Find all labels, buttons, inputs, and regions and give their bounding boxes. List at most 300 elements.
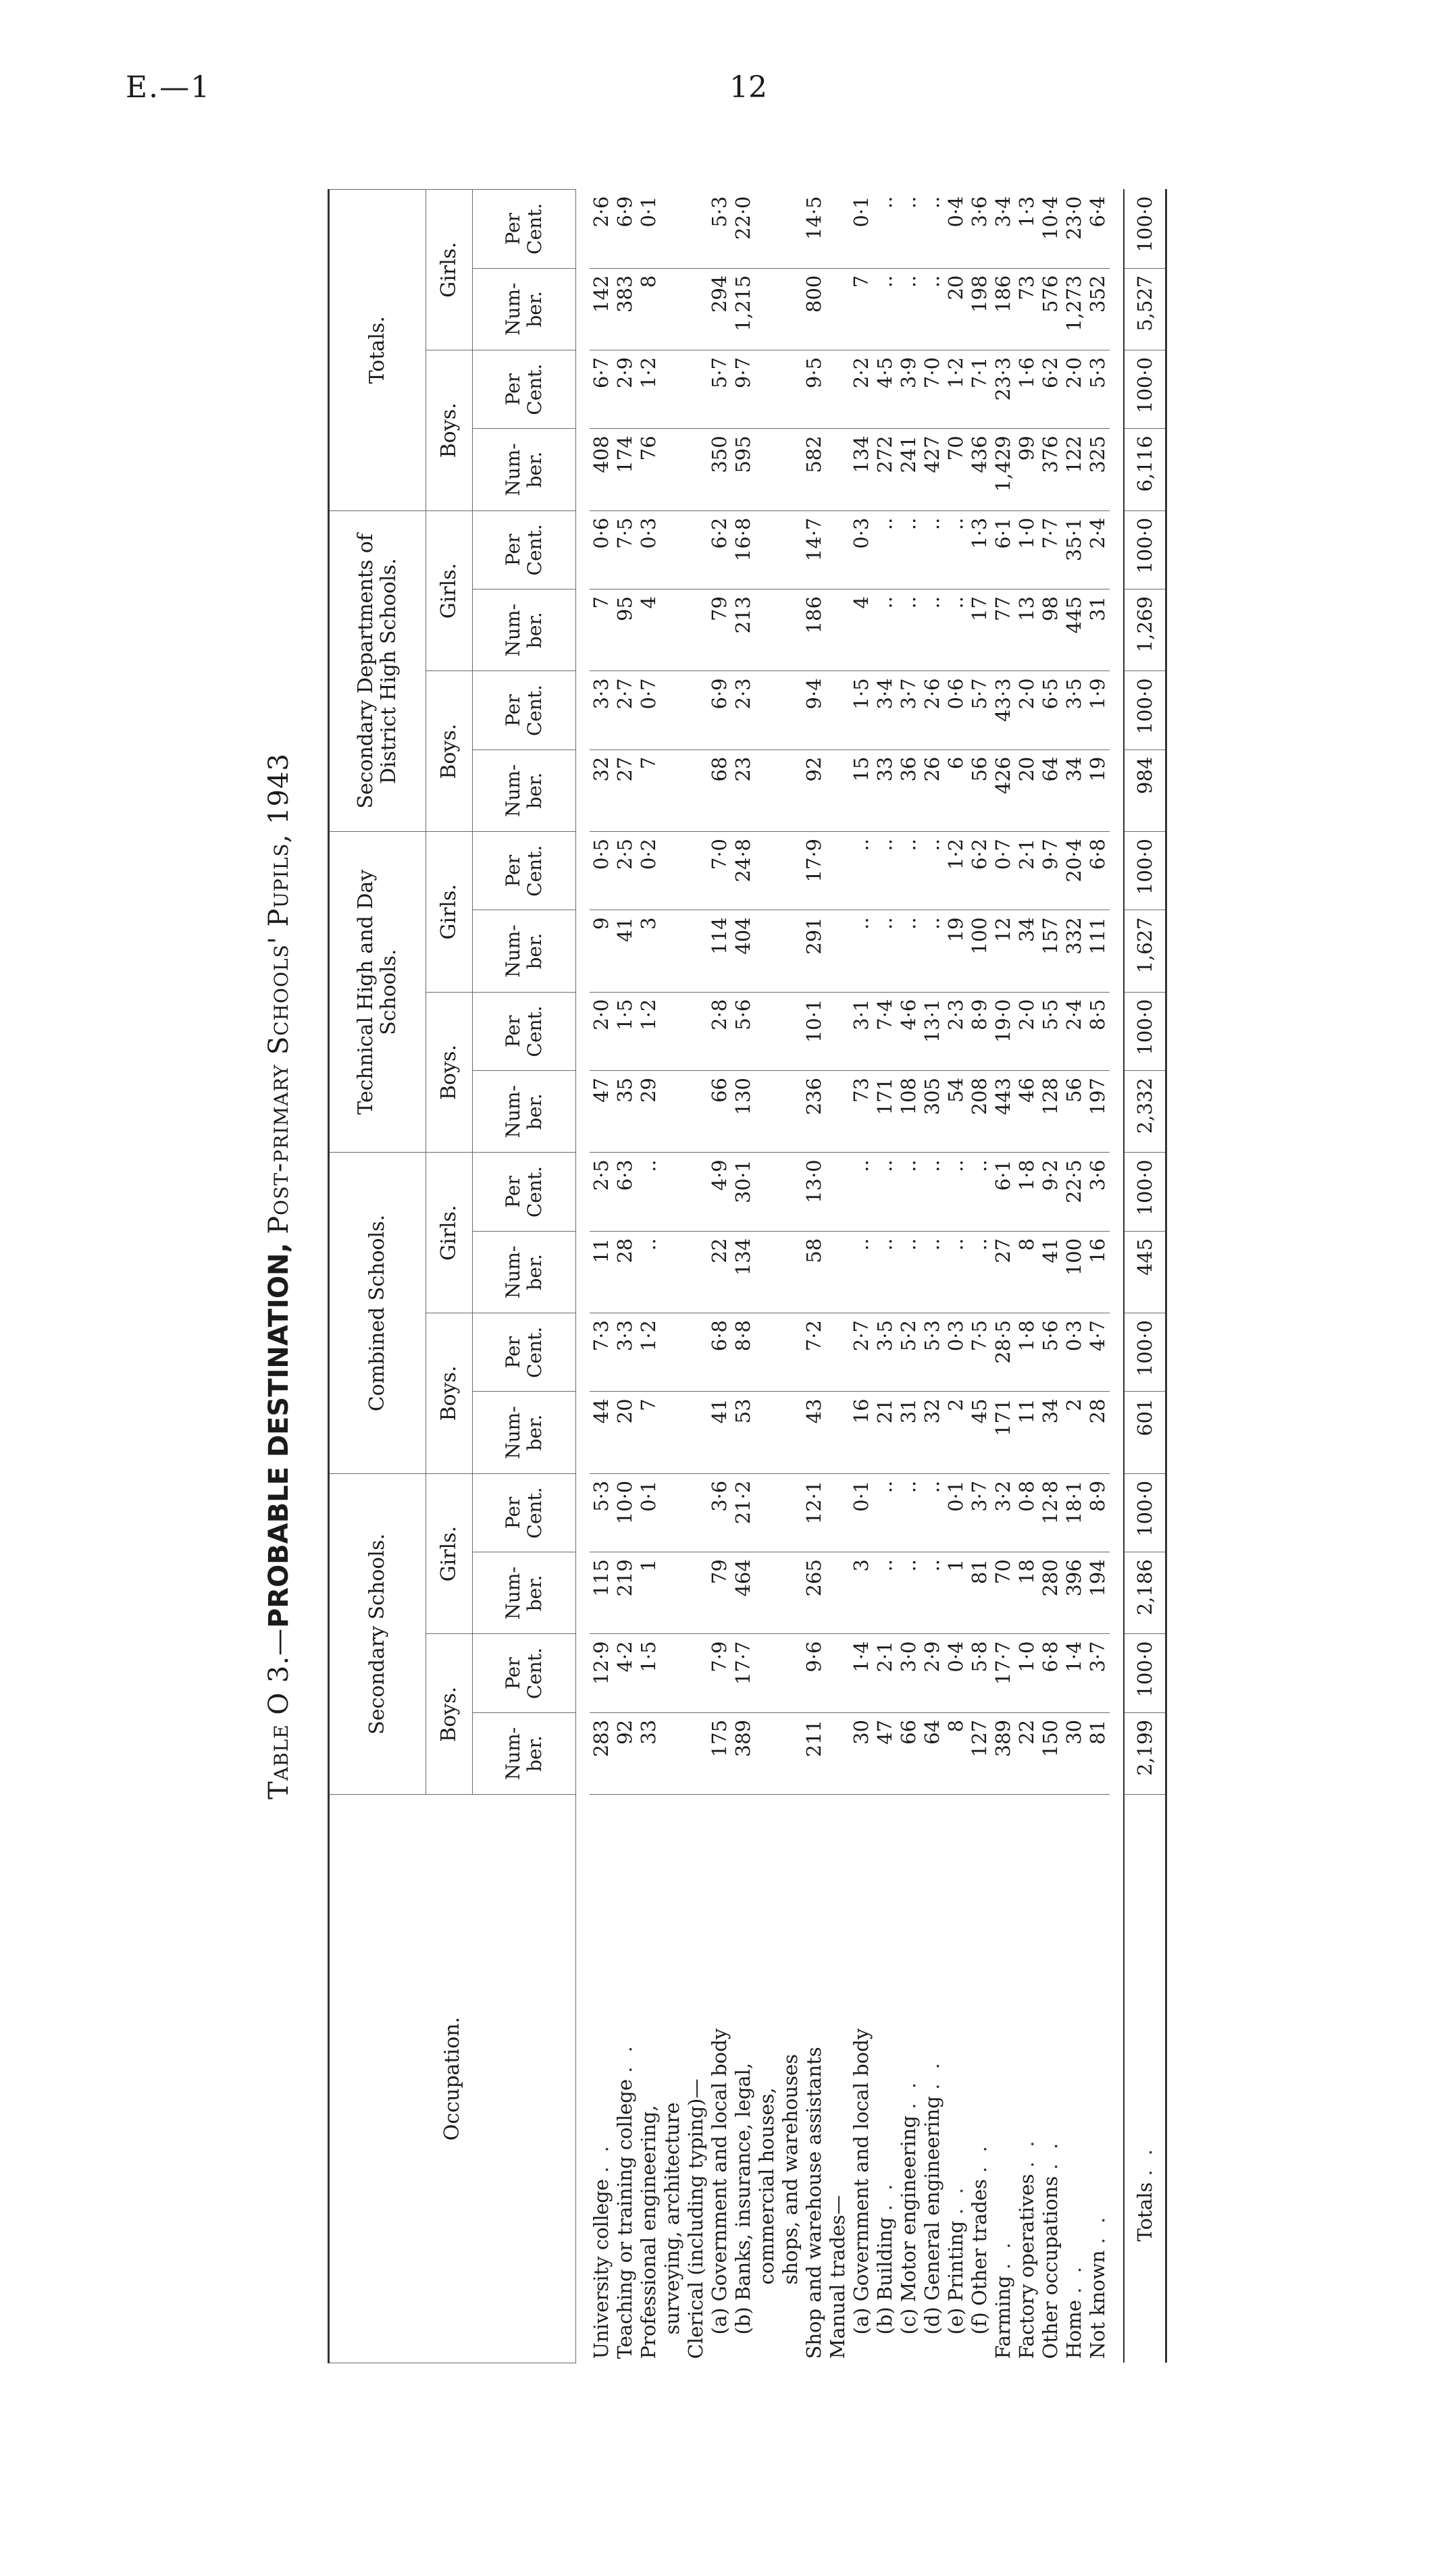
number-cell: 6 [944,750,968,831]
number-cell: 122 [1062,429,1086,510]
number-cell: 408 [590,429,613,510]
percent-cell [826,1473,850,1552]
number-cell: 376 [1039,429,1062,510]
table-row [684,190,708,2363]
number-cell: 305 [921,1071,944,1153]
percent-cell: 2·8 [708,992,731,1070]
number-cell: 32 [590,750,613,831]
number-cell: .. [873,589,897,671]
percent-cell: 0·3 [1062,1313,1086,1392]
percent-cell [826,832,850,910]
percent-cell [661,832,684,910]
number-cell [684,1071,708,1153]
number-cell [755,750,779,831]
percent-cell: 0·4 [944,1634,968,1712]
percent-cell: 10·0 [613,1473,637,1552]
number-cell: .. [850,1231,873,1313]
number-cell: 34 [1062,750,1086,831]
percent-cell: .. [637,1153,661,1231]
number-cell: 98 [1039,589,1062,671]
number-cell: 31 [1086,589,1110,671]
number-cell: 2,332 [1124,1071,1166,1153]
number-cell: .. [850,910,873,992]
number-cell: 3 [850,1552,873,1634]
number-cell [661,1392,684,1473]
number-cell [755,1071,779,1153]
percent-cell: 3·6 [968,190,991,269]
percent-cell: 2·6 [590,190,613,269]
number-cell: 81 [968,1552,991,1634]
number-cell [684,1712,708,1794]
occupation-cell [731,1795,755,2363]
occupation-label: Manual trades— [826,2194,849,2359]
percent-cell: 17·9 [802,832,826,910]
number-cell: 13 [1015,589,1039,671]
occupation-cell [1015,1795,1039,2363]
percent-cell [826,1153,850,1231]
occupation-cell [637,1795,661,2363]
number-cell [661,1231,684,1313]
percent-cell: 23·0 [1062,190,1086,269]
percent-cell: 2·2 [850,350,873,428]
occupation-cell [968,1795,991,2363]
percent-cell: .. [873,1153,897,1231]
occupation-cell [850,1795,873,2363]
table-row [968,190,991,2363]
number-cell [684,1392,708,1473]
number-cell: .. [944,589,968,671]
number-cell [684,1231,708,1313]
percent-cell: 0·1 [850,1473,873,1552]
number-cell: 16 [850,1392,873,1473]
percent-cell [779,350,802,428]
number-cell: 114 [708,910,731,992]
number-cell [826,1071,850,1153]
number-cell: 219 [613,1552,637,1634]
leader-dots: . . [944,2184,967,2215]
occupation-label: surveying, architecture [661,2102,684,2335]
number-cell [826,1712,850,1794]
table-row [779,190,802,2363]
leader-dots: . . [1015,2136,1038,2168]
number-cell: 99 [1015,429,1039,510]
percent-cell: 4·5 [873,350,897,428]
percent-cell: 0·1 [850,190,873,269]
percent-cell: 5·7 [968,671,991,750]
number-cell: 1,429 [991,429,1015,510]
occupation-cell [802,1795,826,2363]
percent-cell [755,1153,779,1231]
number-cell: 95 [613,589,637,671]
occupation-cell [826,1795,850,2363]
leader-dots: . . [991,2238,1014,2269]
percent-cell: 0·7 [991,832,1015,910]
occupation-cell [1124,1795,1166,2363]
percent-cell: 100·0 [1124,190,1166,269]
percent-cell: 28·5 [991,1313,1015,1392]
percent-cell: 1·2 [637,350,661,428]
number-cell: 236 [802,1071,826,1153]
percent-cell: 13·1 [921,992,944,1070]
number-cell: 66 [708,1071,731,1153]
percent-cell: 19·0 [991,992,1015,1070]
percent-cell: 2·3 [731,671,755,750]
number-cell: .. [637,1231,661,1313]
percent-cell: 1·5 [613,992,637,1070]
occupation-label: Factory operatives [1015,2174,1038,2359]
number-cell [779,1231,802,1313]
group-header: Combined Schools. [329,1153,426,1473]
leader-dots: . . [873,2180,896,2211]
percent-cell: 2·5 [613,832,637,910]
percent-cell [684,832,708,910]
table-row [661,190,684,2363]
percent-cell: 17·7 [991,1634,1015,1712]
occupation-cell [1086,1795,1110,2363]
occupation-cell [873,1795,897,2363]
number-cell [826,1552,850,1634]
percent-cell: 9·7 [731,350,755,428]
number-cell: 23 [731,750,755,831]
number-cell: 54 [944,1071,968,1153]
percent-cell: 7·5 [613,510,637,589]
number-cell: 186 [802,589,826,671]
percent-cell: 6·2 [1039,350,1062,428]
occupation-label: Shop and warehouse assistants [802,2047,825,2359]
percent-cell: 0·1 [637,190,661,269]
number-cell: 350 [708,429,731,510]
percent-cell: .. [968,1153,991,1231]
percent-cell [779,510,802,589]
number-cell [779,1392,802,1473]
totals-row [1124,190,1166,2363]
percent-header: Per Cent. [473,350,576,428]
percent-cell: 0·5 [590,832,613,910]
number-cell: 64 [921,1712,944,1794]
percent-cell: 6·8 [1039,1634,1062,1712]
number-cell: 352 [1086,268,1110,350]
number-cell: 36 [897,750,921,831]
percent-cell: 6·1 [991,510,1015,589]
number-cell: 35 [613,1071,637,1153]
number-cell [684,589,708,671]
percent-cell: 2·0 [1062,350,1086,428]
occupation-cell [991,1795,1015,2363]
number-cell: 30 [850,1712,873,1794]
number-cell: 127 [968,1712,991,1794]
percent-cell: 8·9 [1086,1473,1110,1552]
percent-cell: 10·4 [1039,190,1062,269]
percent-cell: .. [897,510,921,589]
percent-cell: 17·7 [731,1634,755,1712]
percent-cell [755,1473,779,1552]
percent-cell: 1·4 [1062,1634,1086,1712]
number-cell: .. [921,910,944,992]
girls-header: Girls. [426,190,473,350]
number-cell: 4 [850,589,873,671]
percent-cell: 7·5 [968,1313,991,1392]
percent-cell: 5·2 [897,1313,921,1392]
percent-cell: 18·1 [1062,1473,1086,1552]
percent-cell [661,190,684,269]
number-cell: .. [968,1231,991,1313]
number-cell: 28 [1086,1392,1110,1473]
number-cell: 241 [897,429,921,510]
percent-cell: 6·7 [590,350,613,428]
occupation-label: (d) General engineering [921,2096,944,2335]
number-cell: 41 [1039,1231,1062,1313]
number-cell: 171 [873,1071,897,1153]
number-cell: 7 [590,589,613,671]
occupation-label: (b) Building [873,2217,896,2335]
number-cell [755,1552,779,1634]
number-cell: .. [897,589,921,671]
number-cell: 29 [637,1071,661,1153]
percent-cell: 12·8 [1039,1473,1062,1552]
number-cell [826,1231,850,1313]
table-header [329,190,576,2363]
percent-cell: 8·5 [1086,992,1110,1070]
number-cell [779,429,802,510]
percent-header: Per Cent. [473,1473,576,1552]
number-cell: 280 [1039,1552,1062,1634]
number-cell: 426 [991,750,1015,831]
number-cell: 445 [1062,589,1086,671]
number-cell: 2,199 [1124,1712,1166,1794]
percent-cell: 7·0 [708,832,731,910]
percent-header: Per Cent. [473,671,576,750]
number-cell [755,589,779,671]
number-cell: 8 [944,1712,968,1794]
percent-cell: 2·4 [1062,992,1086,1070]
percent-cell: 7·3 [590,1313,613,1392]
table-title-prefix: Table O 3.— [263,1627,294,1799]
percent-cell: 5·7 [708,350,731,428]
number-cell: 325 [1086,429,1110,510]
number-cell: 34 [1039,1392,1062,1473]
percent-cell [661,1634,684,1712]
girls-header: Girls. [426,1153,473,1313]
number-cell [779,1071,802,1153]
number-cell [684,1552,708,1634]
percent-cell [755,992,779,1070]
number-cell: .. [897,268,921,350]
percent-cell: 6·5 [1039,671,1062,750]
number-cell: 2,186 [1124,1552,1166,1634]
number-cell: 43 [802,1392,826,1473]
percent-cell: 0·7 [637,671,661,750]
number-cell: 2 [944,1392,968,1473]
leader-dots: . . [1039,2138,1062,2170]
girls-header: Girls. [426,1473,473,1634]
number-cell [684,910,708,992]
number-cell [661,429,684,510]
percent-cell: 8·9 [968,992,991,1070]
percent-cell [684,671,708,750]
percent-cell [661,1313,684,1392]
number-cell: 198 [968,268,991,350]
percent-cell: 7·1 [968,350,991,428]
page-number: 12 [729,70,767,105]
percent-cell: 3·7 [897,671,921,750]
percent-cell [661,350,684,428]
number-cell: 79 [708,589,731,671]
number-cell: 800 [802,268,826,350]
percent-header: Per Cent. [473,832,576,910]
number-cell: 171 [991,1392,1015,1473]
boys-header: Boys. [426,1634,473,1795]
number-cell [684,750,708,831]
number-cell: 41 [708,1392,731,1473]
percent-cell [779,992,802,1070]
leader-dots: . . [921,2059,944,2090]
number-cell: 283 [590,1712,613,1794]
number-cell: .. [897,1552,921,1634]
percent-cell: 3·7 [1086,1634,1110,1712]
percent-cell: .. [921,1153,944,1231]
spacer-row [576,190,590,2363]
destination-table [328,189,1167,2363]
percent-cell: 16·8 [731,510,755,589]
percent-cell: 9·4 [802,671,826,750]
percent-cell: 6·4 [1086,190,1110,269]
number-cell: 22 [1015,1712,1039,1794]
number-cell [755,1392,779,1473]
number-cell: 56 [968,750,991,831]
percent-cell: .. [921,190,944,269]
percent-cell: 6·1 [991,1153,1015,1231]
number-cell [755,910,779,992]
percent-cell: 2·0 [1015,992,1039,1070]
occupation-label: (b) Banks, insurance, legal, [731,2062,754,2335]
percent-cell: 100·0 [1124,1153,1166,1231]
number-cell: 208 [968,1071,991,1153]
occupation-cell [613,1795,637,2363]
percent-cell: 6·8 [708,1313,731,1392]
occupation-label: (c) Motor engineering [897,2115,920,2335]
occupation-label: Other occupations [1039,2176,1062,2359]
number-cell: 64 [1039,750,1062,831]
percent-cell: 12·1 [802,1473,826,1552]
number-header: Num-ber. [473,910,576,992]
occupation-cell [755,1795,779,2363]
percent-cell: 22·0 [731,190,755,269]
number-cell: 46 [1015,1071,1039,1153]
number-cell: 18 [1015,1552,1039,1634]
number-cell: 389 [731,1712,755,1794]
number-cell [661,1071,684,1153]
occupation-cell [590,1795,613,2363]
number-cell: .. [944,1231,968,1313]
number-cell [779,910,802,992]
percent-cell [779,1153,802,1231]
number-cell [684,268,708,350]
number-cell: 595 [731,429,755,510]
number-cell: 44 [590,1392,613,1473]
percent-cell: 5·6 [1039,1313,1062,1392]
occupation-cell [897,1795,921,2363]
percent-cell: 6·9 [613,190,637,269]
percent-cell: 10·1 [802,992,826,1070]
number-cell: .. [921,268,944,350]
table-row [1039,190,1062,2363]
number-cell: 134 [731,1231,755,1313]
table-row [991,190,1015,2363]
percent-cell: 22·5 [1062,1153,1086,1231]
occupation-cell [944,1795,968,2363]
number-cell [779,589,802,671]
table-row [755,190,779,2363]
percent-cell: 4·6 [897,992,921,1070]
percent-cell [684,190,708,269]
number-cell: 16 [1086,1231,1110,1313]
group-header: Totals. [329,190,426,511]
percent-cell: 3·2 [991,1473,1015,1552]
percent-cell [779,1473,802,1552]
percent-cell: 6·8 [1086,832,1110,910]
number-cell: 19 [1086,750,1110,831]
percent-cell: 0·1 [637,1473,661,1552]
occupation-cell [708,1795,731,2363]
number-header: Num-ber. [473,1392,576,1473]
number-cell: 332 [1062,910,1086,992]
percent-cell: 1·0 [1015,510,1039,589]
percent-cell: 0·8 [1015,1473,1039,1552]
occupation-label: shops, and warehouses [779,2053,802,2285]
percent-cell [755,671,779,750]
percent-cell: 7·7 [1039,510,1062,589]
occupation-cell [1062,1795,1086,2363]
percent-cell: 0·2 [637,832,661,910]
percent-cell: 2·9 [921,1634,944,1712]
group-header: Technical High and Day Schools. [329,832,426,1153]
percent-cell: .. [921,832,944,910]
percent-cell: 100·0 [1124,832,1166,910]
number-cell: 45 [968,1392,991,1473]
number-cell: .. [921,1231,944,1313]
number-cell [755,1231,779,1313]
number-cell: .. [921,589,944,671]
number-cell [755,268,779,350]
percent-cell: 43·3 [991,671,1015,750]
spacer-cell [1110,190,1124,2363]
number-cell: 22 [708,1231,731,1313]
percent-header: Per Cent. [473,1634,576,1712]
percent-cell: 13·0 [802,1153,826,1231]
percent-cell: 23·3 [991,350,1015,428]
percent-cell [826,190,850,269]
number-cell: 150 [1039,1712,1062,1794]
number-cell: 197 [1086,1071,1110,1153]
percent-cell: 3·3 [590,671,613,750]
percent-cell: 3·6 [1086,1153,1110,1231]
number-cell: 389 [991,1712,1015,1794]
table-row [873,190,897,2363]
number-cell [684,429,708,510]
number-header: Num-ber. [473,429,576,510]
number-cell: 194 [1086,1552,1110,1634]
occupation-label: (a) Government and local body [708,2028,731,2335]
number-cell: 68 [708,750,731,831]
number-header: Num-ber. [473,268,576,350]
percent-cell: .. [850,1153,873,1231]
percent-cell [684,510,708,589]
number-cell: 70 [991,1552,1015,1634]
percent-cell: 9·6 [802,1634,826,1712]
table-row [1062,190,1086,2363]
table-title-rest: Post-primary Schools' Pupils, 1943 [263,753,294,1234]
number-cell: 73 [1015,268,1039,350]
